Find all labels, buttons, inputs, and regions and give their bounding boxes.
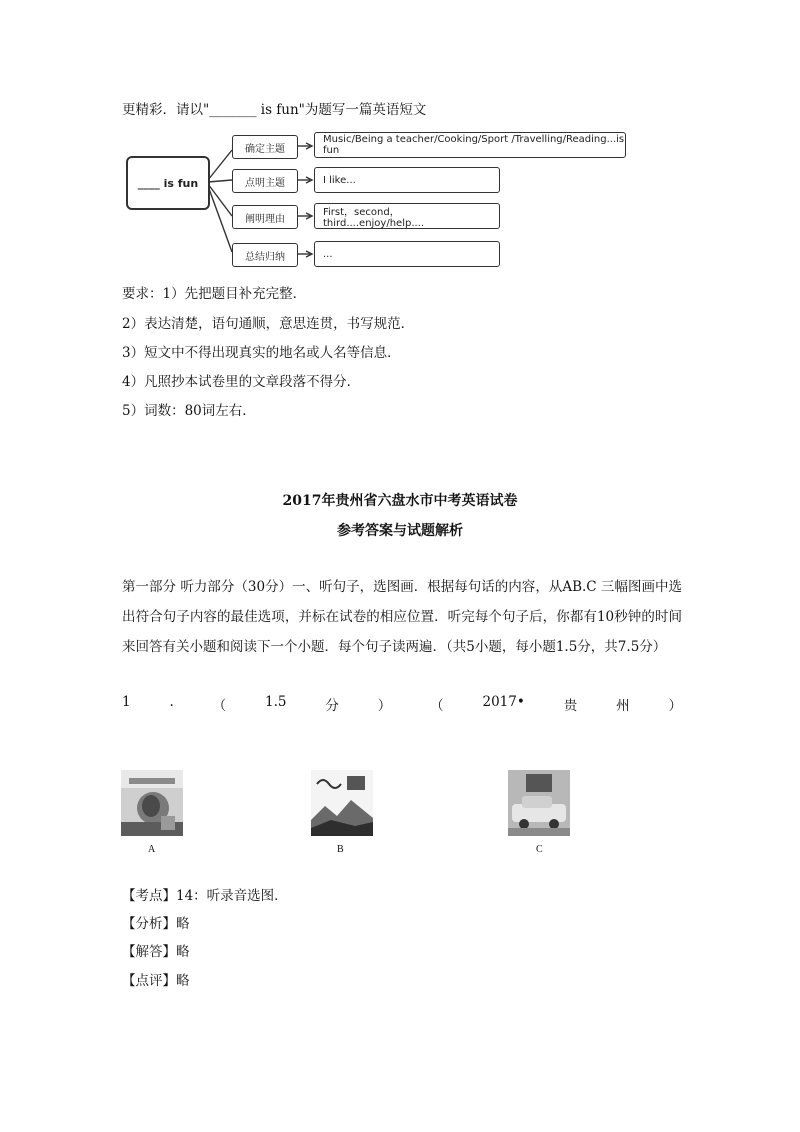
requirement-line: 2）表达清楚，语句通顺，意思连贯，书写规范． — [122, 316, 415, 332]
requirement-line: 5）词数：80词左右． — [122, 403, 256, 419]
step-label-box: 阐明理由 — [232, 205, 298, 229]
section-intro: 第一部分 听力部分（30分）一、听句子，选图画．根据每句话的内容，从AB.C 三幅图画中选出符合句子内容的最佳选项，并标在试卷的相应位置．听完每个句子后，你都有10秒钟的时间来回答有关小题和阅读下一个小题．每个句子读两遍．（共5小题，每小题1.5分，共7.5分） — [122, 579, 682, 655]
step-content-box: I like... — [314, 167, 500, 193]
question-token: . — [169, 694, 174, 710]
question-token: 州 — [616, 698, 630, 714]
mindmap-center-box: ____ is fun — [126, 156, 210, 210]
step-label-box: 确定主题 — [232, 135, 298, 159]
question-token: ） — [668, 698, 682, 714]
document-title: 2017年贵州省六盘水市中考英语试卷 — [282, 493, 518, 509]
step-label-box: 点明主题 — [232, 169, 298, 193]
question-token: 贵 — [563, 698, 578, 714]
question-token: 2017• — [482, 694, 525, 710]
option-label: A — [148, 844, 156, 855]
option-a-poster-image — [121, 770, 183, 836]
requirement-line: 3）短文中不得出现真实的地名或人名等信息． — [122, 345, 401, 361]
step-content-box: Music/Being a teacher/Cooking/Sport /Travelling/Reading...is fun — [314, 132, 626, 158]
document-subtitle: 参考答案与试题解析 — [337, 523, 463, 539]
answer-jieda: 【解答】略 — [122, 944, 190, 960]
answer-fenxi: 【分析】略 — [122, 916, 190, 932]
step-content-box: ... — [314, 241, 500, 267]
intro-line: 更精彩．请以"_______ is fun"为题写一篇英语短文 — [122, 102, 427, 118]
requirement-line: 要求：1）先把题目补充完整． — [122, 286, 307, 302]
writing-mindmap — [122, 120, 625, 280]
question-token: （ — [430, 698, 444, 714]
step-content-box: First，second，third....enjoy/help.... — [314, 203, 500, 229]
question-token: ） — [377, 698, 392, 714]
answer-kaodian: 【考点】14：听录音选图． — [122, 888, 288, 904]
option-c-car-image — [508, 770, 570, 836]
option-label: B — [337, 844, 344, 855]
question-token: （ — [212, 698, 227, 714]
question-token: 1 — [122, 694, 131, 710]
answer-dianping: 【点评】略 — [122, 973, 190, 989]
option-label: C — [536, 844, 543, 855]
step-label-box: 总结归纳 — [232, 243, 298, 267]
question-token: 分 — [325, 698, 339, 714]
option-b-calligraphy-image — [311, 770, 373, 836]
question-token: 1.5 — [265, 694, 287, 710]
requirement-line: 4）凡照抄本试卷里的文章段落不得分． — [122, 374, 361, 390]
question-line — [122, 694, 682, 714]
